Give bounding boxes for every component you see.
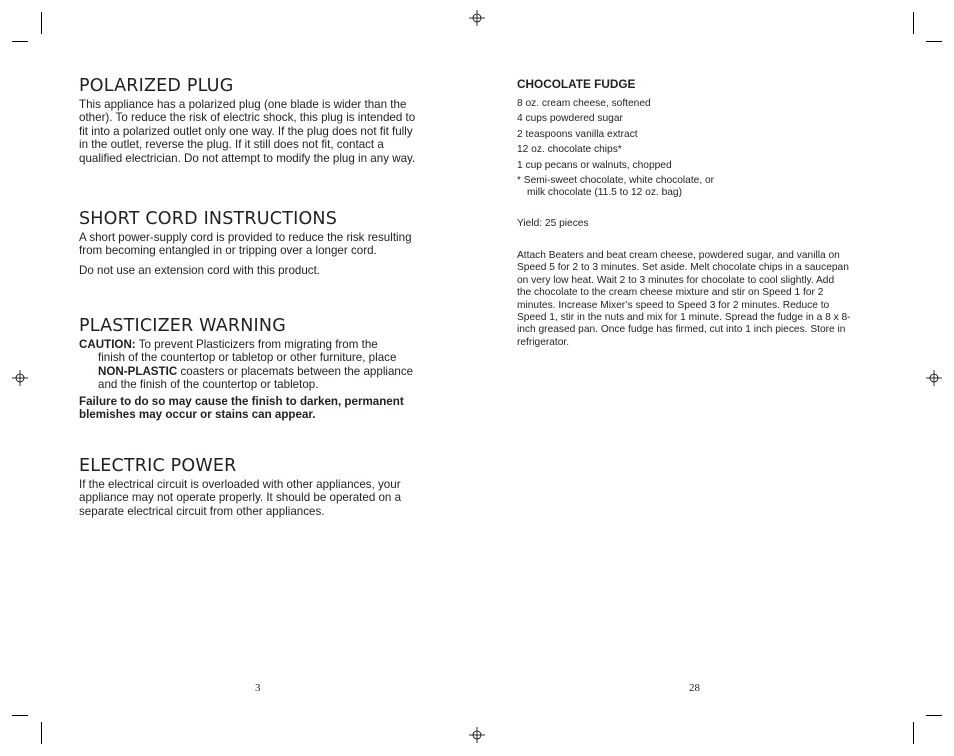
registration-mark-icon: [926, 370, 942, 386]
caution-line: [79, 338, 413, 351]
footnote: milk chocolate (11.5 to 12 oz. bag): [527, 187, 682, 199]
text-line: finish of the countertop or tabletop or other furniture, place: [98, 351, 397, 365]
ingredient-item: 8 oz. cream cheese, softened: [517, 98, 651, 109]
direction-line: Attach Beaters and beat cream cheese, powdered sugar, and vanilla on: [517, 250, 840, 261]
registration-mark-icon: [469, 10, 485, 26]
crop-mark: [41, 722, 42, 744]
non-plastic-label: NON-PLASTIC: [98, 364, 178, 378]
text-line: separate electrical circuit from other appliances.: [79, 504, 325, 518]
caution-line: [79, 365, 413, 378]
direction-line: inch greased pan. Once fudge has firmed, cut into 1 inch pieces. Store in: [517, 324, 846, 336]
electric-power-text: [79, 478, 401, 518]
text-line: from becoming entangled in or tripping over a longer cord.: [79, 244, 377, 258]
crop-mark: [913, 12, 914, 34]
page-number-right: 28: [689, 682, 700, 694]
recipe-title: CHOCOLATE FUDGE: [517, 77, 636, 91]
crop-mark: [913, 722, 914, 744]
text-line: blemishes may occur or stains can appear.: [79, 408, 316, 422]
caution-text: To prevent Plasticizers from migrating from the: [135, 338, 378, 351]
short-cord-text: [79, 231, 412, 258]
direction-line: the chocolate to the cream cheese mixture and stir on Speed 1 for 2: [517, 287, 824, 299]
text-line: fit into a polarized outlet only one way. If the plug does not fit fully: [79, 124, 413, 138]
caution-text: coasters or placemats between the appliance: [177, 364, 414, 378]
text-line: and the finish of the countertop or tabletop.: [98, 378, 319, 392]
text-line: qualified electrician. Do not attempt to modify the plug in any way.: [79, 151, 416, 165]
direction-line: Speed 5 for 2 to 3 minutes. Set aside. Melt chocolate chips in a saucepan: [517, 262, 849, 274]
text-line: If the electrical circuit is overloaded with other appliances, your: [79, 478, 401, 491]
extension-cord-note: Do not use an extension cord with this product.: [79, 264, 321, 277]
direction-line: Speed 1, stir in the nuts and mix for 1 minute. Spread the fudge in a 8 x 8-: [517, 312, 851, 324]
ingredient-item: 1 cup pecans or walnuts, chopped: [517, 159, 672, 171]
text-line: in the outlet, reverse the plug. If it still does not fit, contact a: [79, 138, 384, 152]
caution-label: CAUTION:: [79, 338, 136, 351]
polarized-plug-text: [79, 98, 415, 165]
registration-mark-icon: [469, 727, 485, 743]
text-line: Failure to do so may cause the finish to darken, permanent: [79, 395, 404, 408]
crop-mark: [926, 41, 942, 42]
page-number-left: 3: [255, 682, 261, 694]
footnote: * Semi-sweet chocolate, white chocolate, or: [517, 175, 715, 187]
text-line: appliance may not operate properly. It should be operated on a: [79, 491, 402, 505]
crop-mark: [41, 12, 42, 34]
text-line: This appliance has a polarized plug (one blade is wider than the: [79, 98, 407, 111]
section-heading-short-cord: SHORT CORD INSTRUCTIONS: [79, 209, 338, 229]
direction-line: on very low heat. Wait 2 to 3 minutes for chocolate to cool slightly. Add: [517, 274, 835, 286]
plasticizer-warning-bold: [79, 395, 404, 422]
ingredient-item: 4 cups powdered sugar: [517, 113, 623, 125]
plasticizer-caution: [79, 338, 413, 392]
crop-mark: [926, 715, 942, 716]
crop-mark: [12, 41, 28, 42]
text-line: other). To reduce the risk of electric shock, this plug is intended to: [79, 111, 416, 125]
section-heading-electric-power: ELECTRIC POWER: [79, 456, 237, 476]
ingredient-list: [517, 98, 714, 200]
section-heading-polarized-plug: POLARIZED PLUG: [79, 76, 234, 96]
ingredient-item: 12 oz. chocolate chips*: [517, 144, 622, 156]
ingredient-item: 2 teaspoons vanilla extract: [517, 128, 638, 140]
registration-mark-icon: [12, 370, 28, 386]
recipe-yield: Yield: 25 pieces: [517, 218, 589, 229]
direction-line: refrigerator.: [517, 336, 570, 348]
crop-mark: [12, 715, 28, 716]
recipe-directions: [517, 250, 851, 349]
direction-line: minutes. Increase Mixer’s speed to Speed 3 for 2 minutes. Reduce to: [517, 299, 830, 311]
text-line: A short power-supply cord is provided to reduce the risk resulting: [79, 231, 412, 244]
section-heading-plasticizer: PLASTICIZER WARNING: [79, 316, 286, 336]
